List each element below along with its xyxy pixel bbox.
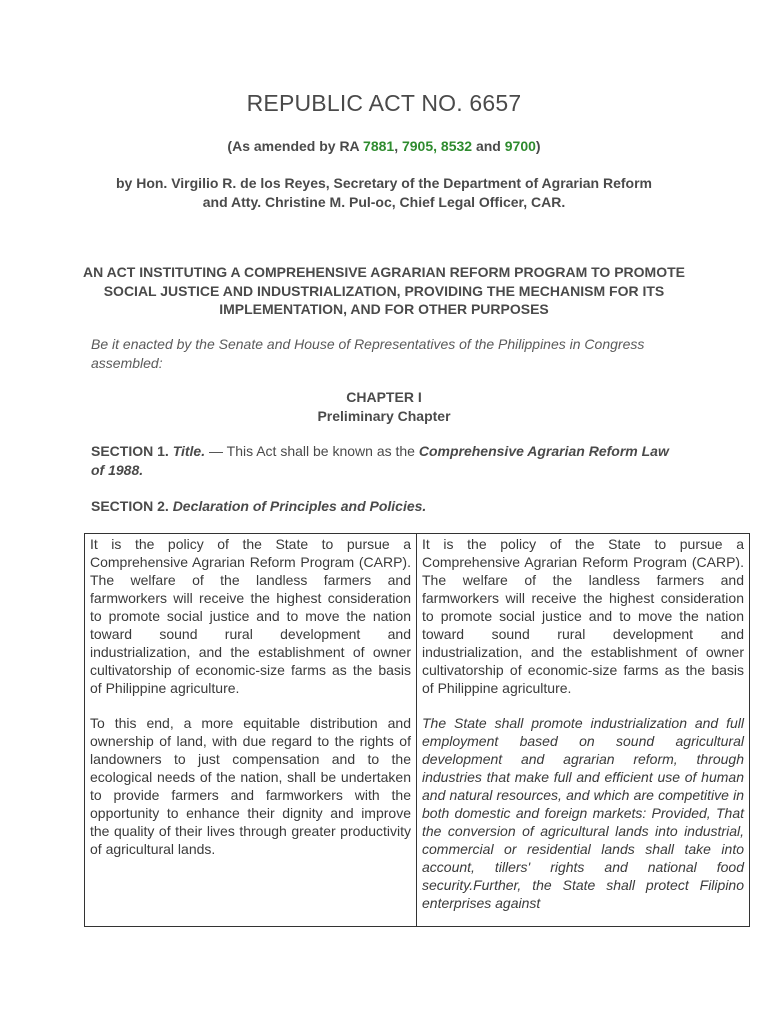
section-1-law-name: Comprehensive Agrarian Reform Law of 1988. — [91, 443, 669, 478]
amended-open: (As amended by RA — [227, 138, 364, 154]
act-title: AN ACT INSTITUTING A COMPREHENSIVE AGRARIAN REFORM PROGRAM TO PROMOTE SOCIAL JUSTICE AND INDUSTRIALIZATION, PROVIDING THE MECHANISM FOR ITS IMPLEMENTATION, AND FOR OTHER PURPOSES — [82, 264, 685, 317]
amended-comma: , — [433, 138, 441, 154]
table-column-original — [85, 534, 417, 926]
original-paragraph-2: To this end, a more equitable distribution and ownership of land, with due regard to the rights of landowners to just compensation and to the ecological needs of the nation, shall be undertaken to provide farmers and farmworkers with the opportunity to enhance their dignity and improve the quality of their lives through greater productivity of agricultural lands. — [90, 715, 411, 857]
ra-7905-link[interactable]: 7905 — [401, 138, 434, 154]
section-2-heading: Declaration of Principles and Policies. — [172, 498, 427, 514]
amended-comma: , — [394, 138, 402, 154]
amended-paragraph-1: It is the policy of the State to pursue a Comprehensive Agrarian Reform Program (CARP). The welfare of the landless farmers and farmworkers will receive the highest consideration to promote social justice and to move the nation toward sound rural development and industrialization, and the establishment of owner cultivatorship of economic-size farms as the basis of Philippine agriculture. — [422, 536, 744, 696]
original-paragraph-1: It is the policy of the State to pursue a Comprehensive Agrarian Reform Program (CARP). The welfare of the landless farmers and farmworkers will receive the highest consideration to promote social justice and to move the nation toward sound rural development and industrialization, and the establishment of owner cultivatorship of economic-size farms as the basis of Philippine agriculture. — [90, 536, 411, 696]
ra-7881-link[interactable]: 7881 — [363, 138, 395, 154]
section-2 — [91, 497, 671, 516]
byline-line-2: and Atty. Christine M. Pul-oc, Chief Legal Officer, CAR. — [202, 194, 566, 210]
amended-paragraph-2: The State shall promote industrialization and full employment based on sound agricultural development and agrarian reform, through industries that make full and efficient use of human and natural resources, and which are competitive in both domestic and foreign markets: Provided, That the conversion of agricultural lands into industrial, commercial or residential lands shall take into account, tillers' rights and national food security.Further, the State shall protect Filipino enterprises against — [422, 715, 744, 911]
ra-8532-link[interactable]: 8532 — [440, 138, 473, 154]
enacting-clause: Be it enacted by the Senate and House of Representatives of the Philippines in Congress assembled: — [91, 336, 645, 371]
chapter-heading — [0, 388, 768, 426]
section-2-label: SECTION 2. — [91, 498, 169, 514]
byline-line-1: by Hon. Virgilio R. de los Reyes, Secretary of the Department of Agrarian Reform — [115, 175, 653, 191]
comparison-table — [84, 533, 750, 927]
amendment-note — [0, 138, 768, 154]
section-1-label: SECTION 1. — [91, 443, 169, 459]
section-1-heading: Title. — [172, 443, 206, 459]
section-1-text: — This Act shall be known as the — [205, 443, 419, 459]
amended-close: ) — [535, 138, 541, 154]
document-title: REPUBLIC ACT NO. 6657 — [246, 90, 522, 116]
amended-and: and — [472, 138, 505, 154]
byline — [0, 174, 768, 212]
chapter-name: Preliminary Chapter — [317, 408, 451, 424]
ra-9700-link[interactable]: 9700 — [504, 138, 536, 154]
table-column-amended — [417, 534, 749, 926]
section-1 — [91, 442, 671, 480]
chapter-number: CHAPTER I — [346, 389, 422, 405]
